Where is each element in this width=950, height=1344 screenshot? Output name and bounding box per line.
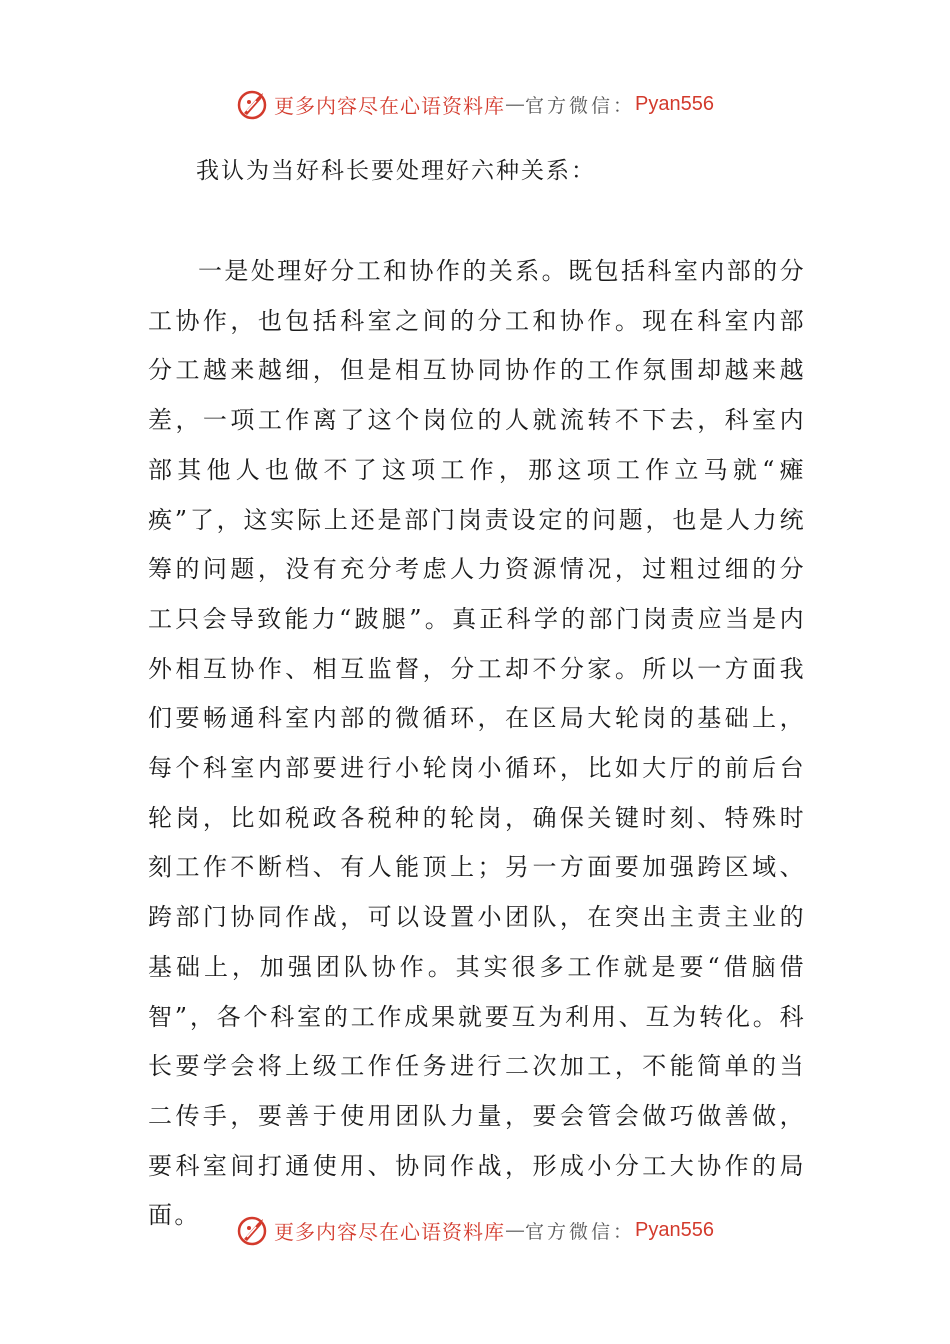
banner-wechat-id: Pyan556 xyxy=(635,92,714,115)
banner-separator: — xyxy=(505,92,525,116)
banner-separator: — xyxy=(505,1218,525,1242)
banner-site-text: 更多内容尽在心语资料库 xyxy=(274,1219,505,1244)
footer-banner xyxy=(0,1210,950,1250)
pen-nib-logo-icon xyxy=(236,87,270,121)
pen-nib-logo-icon xyxy=(236,1213,270,1247)
intro-line: 我认为当好科长要处理好六种关系： xyxy=(196,158,596,184)
banner-wechat-label: 官方微信： xyxy=(525,94,636,117)
banner-wechat-label: 官方微信： xyxy=(525,1220,636,1243)
banner-wechat-id: Pyan556 xyxy=(635,1218,714,1241)
header-banner xyxy=(0,84,950,124)
body-paragraph: 一是处理好分工和协作的关系。既包括科室内部的分工协作，也包括科室之间的分工和协作。现在科室内部分工越来越细，但是相互协同协作的工作氛围却越来越差，一项工作离了这个岗位的人就流转不下去，科室内部其他人也做不了这项工作，那这项工作立马就“瘫痪”了，这实际上还是部门岗责设定的问题，也是人力统筹的问题，没有充分考虑人力资源情况，过粗过细的分工只会导致能力“跛腿”。真正科学的部门岗责应当是内外相互协作、相互监督，分工却不分家。所以一方面我们要畅通科室内部的微循环，在区局大轮岗的基础上，每个科室内部要进行小轮岗小循环，比如大厅的前后台轮岗，比如税政各税种的轮岗，确保关键时刻、特殊时刻工作不断档、有人能顶上；另一方面要加强跨区域、跨部门协同作战，可以设置小团队，在突出主责主业的基础上，加强团队协作。其实很多工作就是要“借脑借智”，各个科室的工作成果就要互为利用、互为转化。科长要学会将上级工作任务进行二次加工，不能简单的当二传手，要善于使用团队力量，要会管会做巧做善做，要科室间打通使用、协同作战，形成小分工大协作的局面。 xyxy=(148,257,806,1230)
banner-site-text: 更多内容尽在心语资料库 xyxy=(274,93,505,118)
